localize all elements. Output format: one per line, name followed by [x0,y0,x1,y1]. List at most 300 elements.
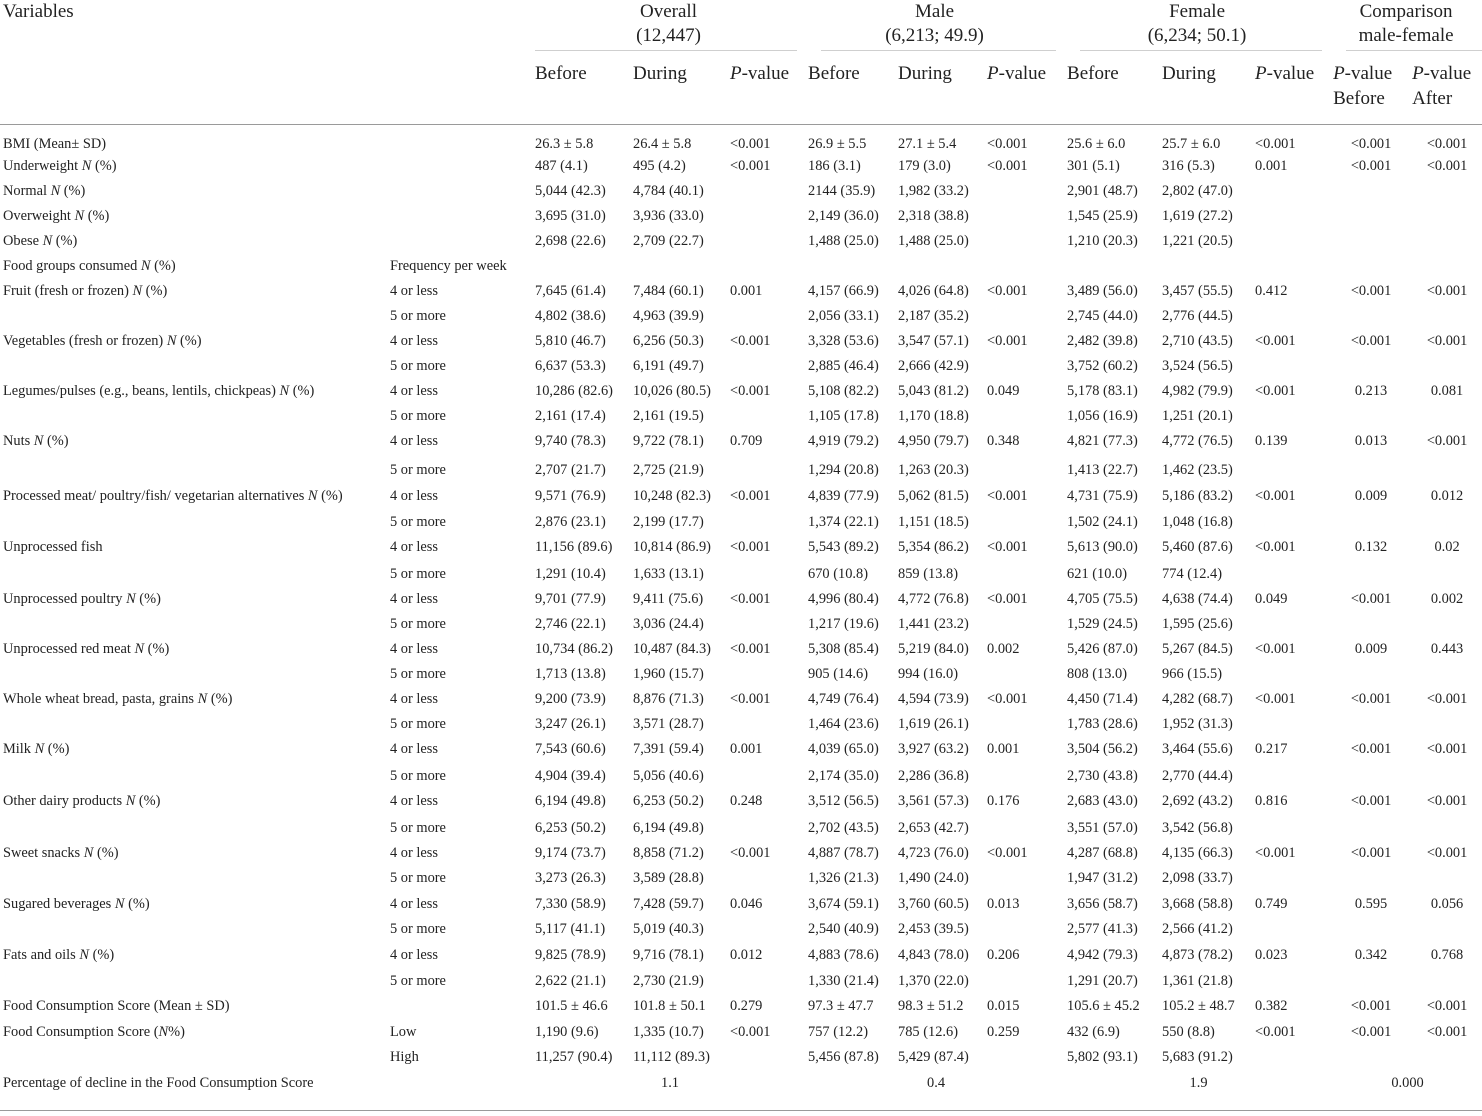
cell-f-d: 5,460 (87.6) [1162,539,1233,555]
cell-f-d: 5,683 (91.2) [1162,1049,1233,1065]
table-row [0,716,1482,741]
cell-f-b: 2,683 (43.0) [1067,793,1138,809]
row-frequency: 5 or more [390,870,446,886]
cell-m-b: 5,543 (89.2) [808,539,879,555]
cell-c-a [1409,183,1482,208]
header-spacer-row [0,124,1482,136]
cell-o-b: 3,273 (26.3) [535,870,606,886]
cell-m-d: 2,453 (39.5) [898,921,969,937]
cell-c-b: 0.342 [1354,947,1388,963]
cell-c-b [1330,358,1409,383]
cell-m-b: 4,919 (79.2) [808,433,879,449]
cell-c-b [1330,716,1409,741]
cell-m-d: 5,429 (87.4) [898,1049,969,1065]
cell-f-b: 2,730 (43.8) [1067,768,1138,784]
cell-o-b: 3,247 (26.1) [535,716,606,732]
cell-c-b [1330,233,1409,258]
cell-c-b [1330,666,1409,691]
cell-c-a [1409,1049,1482,1075]
cell-m-p [984,308,1064,333]
cell-f-d: 4,282 (68.7) [1162,691,1233,707]
row-frequency: 4 or less [390,383,438,399]
header-row-sub [0,54,1482,124]
cell-m-d: 4,843 (78.0) [898,947,969,963]
female-before-header: Before [1064,54,1159,124]
row-frequency: 5 or more [390,973,446,989]
cell-f-d: 2,776 (44.5) [1162,308,1233,324]
cell-f-b: 3,504 (56.2) [1067,741,1138,757]
cell-o-b: 5,117 (41.1) [535,921,606,937]
cell-f-b: 432 (6.9) [1067,1024,1120,1040]
cell-c-b [1330,768,1409,793]
row-frequency: 4 or less [390,845,438,861]
cell-m-d [895,258,984,283]
cell-f-p: 0.412 [1255,283,1288,299]
cell-m-b: 1,488 (25.0) [808,233,879,249]
cell-f-d: 1,619 (27.2) [1162,208,1233,224]
cell-f-d: 1,952 (31.3) [1162,716,1233,732]
cell-m-p [984,768,1064,793]
cell-m-b: 4,039 (65.0) [808,741,879,757]
overall-label: Overall [640,1,697,22]
cell-o-d: 6,191 (49.7) [633,358,704,374]
row-label [0,921,387,947]
cell-o-d: 3,936 (33.0) [633,208,704,224]
comparison-pvalue-before-header: P-value Before [1330,54,1409,124]
cell-f-d: 2,566 (41.2) [1162,921,1233,937]
cell-c-a [1409,820,1482,845]
row-label: Vegetables (fresh or frozen) N (%) [3,333,202,349]
male-header [805,0,1064,50]
cell-f-b: 1,056 (16.9) [1067,408,1138,424]
cell-f-b: 105.6 ± 45.2 [1067,998,1140,1014]
table-row [0,208,1482,233]
row-frequency: 4 or less [390,539,438,555]
cell-f-d: 2,710 (43.5) [1162,333,1233,349]
cell-o-d: 5,019 (40.3) [633,921,704,937]
row-frequency: 5 or more [390,921,446,937]
row-label: Fruit (fresh or frozen) N (%) [3,283,168,299]
cell-f-p: <0.001 [1255,383,1296,399]
cell-m-d: 785 (12.6) [898,1024,958,1040]
cell-m-p: <0.001 [987,333,1028,349]
cell-m-b: 1,294 (20.8) [808,462,879,478]
cell-c-a [1409,870,1482,896]
cell-m-d: 3,547 (57.1) [898,333,969,349]
cell-o-d: 10,487 (84.3) [633,641,711,657]
cell-m-p: <0.001 [987,845,1028,861]
row-frequency [387,158,532,183]
cell-o-d [630,258,727,283]
row-label [0,716,387,741]
cell-f-d: 25.7 ± 6.0 [1162,136,1221,152]
cell-m-b: 2,702 (43.5) [808,820,879,836]
cell-c-b: 0.009 [1354,641,1388,657]
row-label: Food Consumption Score (N%) [3,1024,185,1040]
cell-o-b: 1,713 (13.8) [535,666,606,682]
cell-m-p: 0.001 [987,741,1020,757]
cell-o-b: 6,253 (50.2) [535,820,606,836]
cell-f-d: 1,595 (25.6) [1162,616,1233,632]
cell-m-d: 3,927 (63.2) [898,741,969,757]
cell-c-b [1330,973,1409,998]
cell-m-p [984,973,1064,998]
table-row [0,462,1482,488]
cell-m-d: 2,666 (42.9) [898,358,969,374]
row-label: Unprocessed red meat N (%) [3,641,170,657]
cell-f-p [1252,183,1330,208]
female-count: (6,234; 50.1) [1147,25,1247,46]
row-label [0,666,387,691]
row-frequency: 4 or less [390,283,438,299]
cell-m-d: 1,488 (25.0) [898,233,969,249]
cell-m-b: 3,328 (53.6) [808,333,879,349]
cell-m-d: 5,219 (84.0) [898,641,969,657]
male-count: (6,213; 49.9) [885,25,984,46]
cell-o-p [727,1049,805,1075]
cell-o-d: 5,056 (40.6) [633,768,704,784]
cell-m-p: <0.001 [987,283,1028,299]
cell-m-p [984,358,1064,383]
cell-m-b: 4,883 (78.6) [808,947,879,963]
cell-m-b: 186 (3.1) [808,158,861,174]
cell-m-b: 5,108 (82.2) [808,383,879,399]
cell-m-d: 2,187 (35.2) [898,308,969,324]
cell-o-d: 1,960 (15.7) [633,666,704,682]
cell-m-d: 859 (13.8) [898,566,958,582]
row-frequency: 5 or more [390,514,446,530]
row-frequency: 5 or more [390,616,446,632]
cell-m-p [984,716,1064,741]
row-frequency [387,183,532,208]
row-frequency: 5 or more [390,820,446,836]
cell-f-p [1252,208,1330,233]
table-row [0,408,1482,433]
row-label [0,358,387,383]
cell-m-d: 1,441 (23.2) [898,616,969,632]
female-during-header: During [1159,54,1252,124]
cell-o-b: 7,543 (60.6) [535,741,606,757]
cell-f-p [1252,616,1330,641]
cell-m-p: 0.176 [987,793,1020,809]
cell-c-a: <0.001 [1426,741,1468,757]
cell-c-a: <0.001 [1426,998,1468,1014]
table-row [0,666,1482,691]
cell-c-b [1330,1049,1409,1075]
cell-f-d: 3,542 (56.8) [1162,820,1233,836]
row-frequency: 4 or less [390,741,438,757]
cell-o-d: 9,411 (75.6) [633,591,704,607]
overall-during-header: During [630,54,727,124]
cell-o-p [727,258,805,283]
cell-c-a [1409,716,1482,741]
cell-o-d: 4,784 (40.1) [633,183,704,199]
cell-o-p: <0.001 [730,591,771,607]
table-row [0,433,1482,462]
cell-c-a [1409,768,1482,793]
cell-m-d: 4,026 (64.8) [898,283,969,299]
cell-f-p: <0.001 [1255,691,1296,707]
cell-m-b: 2,885 (46.4) [808,358,879,374]
cell-m-b: 1,217 (19.6) [808,616,879,632]
row-label: Fats and oils N (%) [3,947,115,963]
cell-f-b: 5,802 (93.1) [1067,1049,1138,1065]
cell-c-a [1409,233,1482,258]
table-row [0,258,1482,283]
cell-o-p: 0.001 [730,283,763,299]
cell-o-p: 0.248 [730,793,763,809]
cell-o-b: 3,695 (31.0) [535,208,606,224]
cell-f-d: 105.2 ± 48.7 [1162,998,1235,1014]
row-frequency: 4 or less [390,896,438,912]
row-label: Unprocessed poultry N (%) [3,591,161,607]
cell-c-b [1330,462,1409,488]
cell-m-p [984,1049,1064,1075]
cell-m-b: 3,512 (56.5) [808,793,879,809]
table-row [0,333,1482,358]
cell-m-d: 1,263 (20.3) [898,462,969,478]
cell-f-b: 808 (13.0) [1067,666,1127,682]
row-frequency: 4 or less [390,691,438,707]
cell-m-b: 2,174 (35.0) [808,768,879,784]
cell-o-d: 7,391 (59.4) [633,741,704,757]
cell-m-b: 2144 (35.9) [808,183,876,199]
row-label [0,820,387,845]
cell-m-b: 4,749 (76.4) [808,691,879,707]
cell-o-d: 2,730 (21.9) [633,973,704,989]
row-label [0,408,387,433]
row-label: Whole wheat bread, pasta, grains N (%) [3,691,233,707]
cell-c-a: <0.001 [1426,136,1468,152]
cell-m-b: 2,056 (33.1) [808,308,879,324]
cell-f-b: 25.6 ± 6.0 [1067,136,1126,152]
cell-f-p [1252,820,1330,845]
cell-f-d: 4,873 (78.2) [1162,947,1233,963]
cell-o-p [727,870,805,896]
table-row [0,383,1482,408]
row-frequency: 5 or more [390,768,446,784]
cell-f-d: 966 (15.5) [1162,666,1222,682]
cell-o-p: 0.279 [730,998,763,1014]
cell-c-a [1409,616,1482,641]
cell-m-b: 97.3 ± 47.7 [808,998,874,1014]
cell-c-b: 0.213 [1354,383,1388,399]
cell-m-d: 1,490 (24.0) [898,870,969,886]
cell-m-d: 2,318 (38.8) [898,208,969,224]
cell-c-a: <0.001 [1426,691,1468,707]
cell-c-a [1409,308,1482,333]
table-row [0,1049,1482,1075]
cell-o-p: <0.001 [730,1024,771,1040]
cell-m-p: 0.259 [987,1024,1020,1040]
cell-m-d: 3,561 (57.3) [898,793,969,809]
cell-f-b: 2,901 (48.7) [1067,183,1138,199]
cell-o-p [727,408,805,433]
cell-f-p [1252,973,1330,998]
cell-m-p [984,408,1064,433]
cell-f-d: 1,048 (16.8) [1162,514,1233,530]
cell-c-b [1330,408,1409,433]
cell-f-d: 5,267 (84.5) [1162,641,1233,657]
cell-f-p [1252,566,1330,591]
cell-f-b: 5,178 (83.1) [1067,383,1138,399]
cell-c-a [1409,666,1482,691]
cell-o-d: 6,256 (50.3) [633,333,704,349]
cell-o-p [727,973,805,998]
row-frequency: Low [390,1024,417,1040]
table-row [0,136,1482,158]
cell-f-p [1252,308,1330,333]
cell-c-b [1330,870,1409,896]
cell-m-d: 1,982 (33.2) [898,183,969,199]
cell-m-d: 1,619 (26.1) [898,716,969,732]
row-frequency: 5 or more [390,666,446,682]
cell-o-b: 26.3 ± 5.8 [535,136,594,152]
cell-c-b: 0.595 [1354,896,1388,912]
cell-o-p [727,183,805,208]
cell-o-b: 6,637 (53.3) [535,358,606,374]
row-label [0,308,387,333]
cell-o-p: <0.001 [730,691,771,707]
cell-f-p: 0.049 [1255,591,1288,607]
row-label [0,566,387,591]
cell-f-b [1064,258,1159,283]
cell-m-d: 5,043 (81.2) [898,383,969,399]
table-row [0,1024,1482,1049]
cell-c-b: 0.132 [1354,539,1388,555]
cell-o-p [727,616,805,641]
cell-o-b: 5,044 (42.3) [535,183,606,199]
overall-count: (12,447) [636,25,701,46]
cell-f-d: 4,772 (76.5) [1162,433,1233,449]
cell-o-d: 7,484 (60.1) [633,283,704,299]
cell-m-d: 1,170 (18.8) [898,408,969,424]
cell-o-b: 1,190 (9.6) [535,1024,599,1040]
cell-c-a [1409,408,1482,433]
cell-c-a: 0.443 [1430,641,1464,657]
cell-o-b: 2,698 (22.6) [535,233,606,249]
cell-m-b [805,258,895,283]
row-frequency: 4 or less [390,793,438,809]
cell-f-b: 1,947 (31.2) [1067,870,1138,886]
cell-c-b: <0.001 [1350,793,1392,809]
cell-f-p [1252,870,1330,896]
cell-o-d: 1,335 (10.7) [633,1024,704,1040]
cell-o-p [727,921,805,947]
cell-f-d: 3,668 (58.8) [1162,896,1233,912]
cell-f-p: 0.139 [1255,433,1288,449]
cell-o-b: 101.5 ± 46.6 [535,998,608,1014]
table-row [0,973,1482,998]
cell-c-a: <0.001 [1426,845,1468,861]
cell-c-a [1409,462,1482,488]
cell-m-p [984,462,1064,488]
cell-o-b: 10,734 (86.2) [535,641,613,657]
male-rule [821,50,1056,51]
cell-c-b: 0.009 [1354,488,1388,504]
row-frequency: 4 or less [390,333,438,349]
cell-m-p: <0.001 [987,136,1028,152]
table-row [0,591,1482,616]
cell-c-a: 0.002 [1430,591,1464,607]
cell-m-p [984,233,1064,258]
cell-m-p: 0.015 [987,998,1020,1014]
cell-o-p: <0.001 [730,158,771,174]
row-label [0,1049,387,1075]
cell-f-b: 1,502 (24.1) [1067,514,1138,530]
cell-o-b: 2,707 (21.7) [535,462,606,478]
table-row [0,183,1482,208]
row-frequency: High [390,1049,419,1065]
table-row [0,921,1482,947]
cell-o-b: 4,904 (39.4) [535,768,606,784]
cell-o-b: 2,746 (22.1) [535,616,606,632]
header-row-groups [0,0,1482,50]
cell-f-d: 2,692 (43.2) [1162,793,1233,809]
cell-f-p [1252,408,1330,433]
cell-m-d: 1,151 (18.5) [898,514,969,530]
cell-c-a [1409,566,1482,591]
cell-m-p [984,820,1064,845]
table-row [0,566,1482,591]
cell-o-p [727,462,805,488]
table-row [0,741,1482,768]
cell-o-d: 2,161 (19.5) [633,408,704,424]
cell-m-b: 4,996 (80.4) [808,591,879,607]
cell-o-d: 10,248 (82.3) [633,488,711,504]
cell-f-p: 0.217 [1255,741,1288,757]
cell-c-b: <0.001 [1350,591,1392,607]
table-row [0,616,1482,641]
row-frequency [387,136,532,158]
cell-o-b: 6,194 (49.8) [535,793,606,809]
row-label: Food groups consumed N (%) [3,258,176,274]
cell-m-d: 4,772 (76.8) [898,591,969,607]
cell-c-a: <0.001 [1426,283,1468,299]
cell-o-p [727,514,805,539]
cell-o-d: 10,026 (80.5) [633,383,711,399]
row-frequency [387,208,532,233]
cell-f-p: 0.382 [1255,998,1288,1014]
cell-f-d: 2,098 (33.7) [1162,870,1233,886]
cell-f-p: 0.749 [1255,896,1288,912]
cell-o-p: <0.001 [730,333,771,349]
cell-f-b: 1,545 (25.9) [1067,208,1138,224]
footer-male-decline: 0.4 [927,1075,946,1091]
row-label: Milk N (%) [3,741,70,757]
cell-o-d: 101.8 ± 50.1 [633,998,706,1014]
cell-o-d: 3,589 (28.8) [633,870,704,886]
table-row [0,896,1482,921]
cell-f-b: 2,577 (41.3) [1067,921,1138,937]
cell-f-p [1252,514,1330,539]
cell-m-b: 2,149 (36.0) [808,208,879,224]
cell-f-d: 550 (8.8) [1162,1024,1215,1040]
row-frequency: 4 or less [390,591,438,607]
row-frequency: 4 or less [390,433,438,449]
cell-m-p [984,183,1064,208]
cell-m-p [984,870,1064,896]
cell-f-b: 4,287 (68.8) [1067,845,1138,861]
row-label: Food Consumption Score (Mean ± SD) [3,998,230,1014]
table-row [0,514,1482,539]
cell-f-d: 2,802 (47.0) [1162,183,1233,199]
cell-m-p: <0.001 [987,539,1028,555]
cell-m-d: 5,062 (81.5) [898,488,969,504]
cell-c-a [1409,921,1482,947]
cell-o-d: 2,709 (22.7) [633,233,704,249]
cell-f-d: 3,524 (56.5) [1162,358,1233,374]
